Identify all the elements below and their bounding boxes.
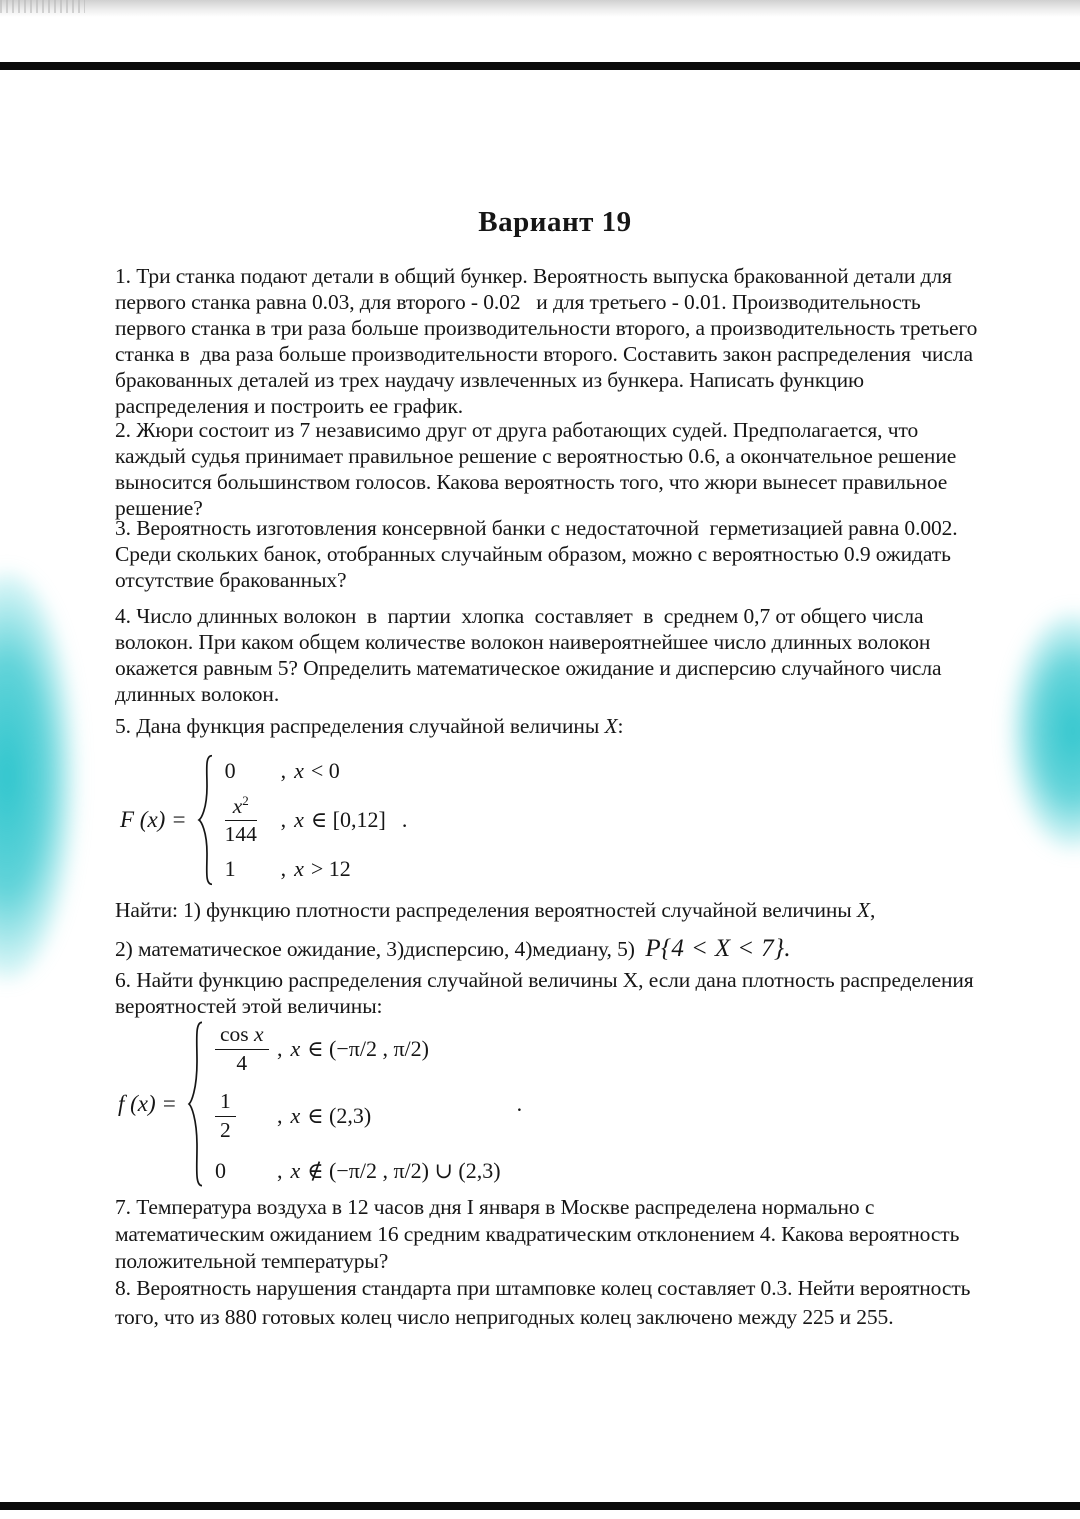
- probability-expression: P{4 < X < 7}.: [645, 935, 792, 962]
- condition-text: ∈ (−π/2 , π/2): [307, 1036, 429, 1061]
- case-row: [225, 789, 386, 851]
- exponent: 2: [242, 792, 249, 808]
- formula-lhs: F (x) =: [120, 807, 187, 832]
- formula-density-function: [118, 1018, 522, 1190]
- curly-brace-icon: [186, 1019, 206, 1189]
- case-condition: [277, 1158, 501, 1184]
- numerator: [225, 794, 257, 821]
- formula-distribution-function: [120, 752, 407, 888]
- text-line: отсутствие бракованных?: [115, 568, 347, 592]
- curly-brace-icon: [196, 753, 216, 887]
- fraction: [225, 794, 257, 847]
- text-line: 6. Найти функцию распределения случайной величины X, если дана плотность распределения: [115, 968, 974, 992]
- var-x: x: [294, 856, 304, 881]
- text-line: длинных волокон.: [115, 682, 280, 706]
- fraction: [215, 1023, 269, 1074]
- text-line: первого станка равна 0.03, для второго - 0.02 и для третьего - 0.01. Производительность: [115, 290, 921, 314]
- text-line: каждый судья принимает правильное решение с вероятностью 0.6, а окончательное решение: [115, 444, 957, 468]
- text-line: 3. Вероятность изготовления консервной банки с недостаточной герметизацией равна 0.002.: [115, 516, 958, 540]
- case-condition: [281, 807, 386, 833]
- case-value: 0: [224, 758, 236, 783]
- fraction: [215, 1090, 236, 1141]
- comma: ,: [276, 1036, 283, 1061]
- text-line: волокон. При каком общем количестве волокон наивероятнейшее число длинных волокон: [115, 630, 931, 654]
- problem-5-intro: [115, 713, 1020, 739]
- najti-text: 2) математическое ожидание, 3)дисперсию, 4)медиану, 5): [115, 937, 646, 961]
- comma: ,: [280, 807, 287, 832]
- denominator: 144: [224, 822, 257, 847]
- najti-comma: ,: [869, 898, 876, 922]
- text-line: 7. Температура воздуха в 12 часов дня I января в Москве распределена нормально с: [115, 1195, 875, 1219]
- problem-1-text: [115, 263, 1020, 419]
- var-x: x: [294, 807, 304, 832]
- text-line: математическим ожиданием 16 средним квадратическим отклонением 4. Какова вероятность: [115, 1222, 960, 1246]
- page-title: Вариант 19: [478, 206, 632, 238]
- case-value: [225, 794, 281, 847]
- denominator: 4: [236, 1050, 248, 1075]
- text-line: 4. Число длинных волокон в партии хлопка составляет в среднем 0,7 от общего числа: [115, 604, 924, 628]
- intro-text: 5. Дана функция распределения случайной величины: [115, 714, 605, 738]
- text-line: станка в два раза больше производительности второго. Составить закон распределения числа: [115, 342, 973, 366]
- text-line: [115, 897, 1020, 923]
- problem-2-text: [115, 417, 1020, 521]
- case-row: [215, 1154, 501, 1188]
- scan-top-shadow: [0, 0, 1080, 17]
- denominator: 2: [219, 1117, 231, 1142]
- case-condition: [281, 758, 340, 784]
- numerator: [215, 1023, 269, 1049]
- intro-colon: :: [617, 714, 624, 738]
- teal-glow-right: [1010, 612, 1080, 850]
- case-condition: [281, 856, 351, 882]
- case-row: [215, 1020, 501, 1078]
- problem-6-text: [115, 967, 1020, 1019]
- var-x: x: [294, 758, 304, 783]
- text-line: первого станка в три раза больше производительности второго, а производительность третьего: [115, 316, 978, 340]
- scan-stripe-artifact: [0, 0, 85, 13]
- najti-text: Найти: 1) функцию плотности распределения вероятностей случайной величины: [115, 898, 857, 922]
- formula-period: .: [516, 1091, 523, 1116]
- random-variable-x: X: [604, 714, 618, 738]
- var-x: x: [290, 1158, 301, 1183]
- text-line: 1. Три станка подают детали в общий бункер. Вероятность выпуска бракованной детали для: [115, 264, 952, 288]
- top-divider-bar: [0, 62, 1080, 70]
- condition-text: > 12: [310, 856, 351, 881]
- piecewise-cases: [225, 753, 386, 887]
- formula-period: .: [401, 807, 408, 832]
- comma: ,: [276, 1103, 283, 1128]
- teal-glow-left: [0, 572, 76, 980]
- condition-text: ∉ (−π/2 , π/2) ∪ (2,3): [307, 1158, 501, 1183]
- text-line: решение?: [115, 496, 203, 520]
- problem-7-text: [115, 1194, 1020, 1275]
- text-line: выносится большинством голосов. Какова вероятность того, что жюри вынесет правильное: [115, 470, 948, 494]
- text-line: Среди скольких банок, отобранных случайным образом, можно с вероятностью 0.9 ожидать: [115, 542, 951, 566]
- problem-3-text: [115, 515, 1020, 593]
- case-row: [215, 1087, 501, 1145]
- text-line: того, что из 880 готовых колец число непригодных колец заключено между 225 и 255.: [115, 1305, 894, 1329]
- text-line: положительной температуры?: [115, 1249, 389, 1273]
- case-row: [225, 851, 386, 887]
- case-condition: [277, 1103, 371, 1129]
- numerator: 1: [215, 1090, 236, 1116]
- var-x: x: [290, 1103, 301, 1128]
- text-line: [115, 713, 1020, 739]
- condition-text: < 0: [310, 758, 340, 783]
- problem-5-najti-line2: [115, 934, 1020, 964]
- text-line: бракованных деталей из трех наудачу извлеченных из бункера. Написать функцию: [115, 368, 864, 392]
- text-line: 2. Жюри состоит из 7 независимо друг от друга работающих судей. Предполагается, что: [115, 418, 919, 442]
- cos-function: cos: [219, 1022, 254, 1047]
- problem-5-najti-line1: [115, 897, 1020, 923]
- random-variable-x: X: [856, 898, 870, 922]
- problem-4-text: [115, 603, 1020, 707]
- bottom-divider-bar: [0, 1502, 1080, 1510]
- var-x: x: [253, 1022, 264, 1047]
- comma: ,: [280, 758, 287, 783]
- text-line: [115, 934, 1020, 964]
- problem-8-text: [115, 1274, 1020, 1332]
- case-row: [225, 753, 386, 789]
- text-line: окажется равным 5? Определить математическое ожидание и дисперсию случайного числа: [115, 656, 942, 680]
- text-line: 8. Вероятность нарушения стандарта при штамповке колец составляет 0.3. Нейти вероятность: [115, 1276, 971, 1300]
- text-line: распределения и построить ее график.: [115, 394, 464, 418]
- comma: ,: [276, 1158, 283, 1183]
- formula-lhs: f (x) =: [118, 1091, 177, 1116]
- case-value: 0: [214, 1158, 226, 1183]
- condition-text: ∈ (2,3): [307, 1103, 372, 1128]
- var-x: x: [232, 793, 243, 818]
- case-value: [215, 1023, 277, 1074]
- piecewise-cases: [215, 1020, 501, 1188]
- case-condition: [277, 1036, 429, 1062]
- case-value: 1: [224, 856, 236, 881]
- comma: ,: [280, 856, 287, 881]
- case-value: [215, 1090, 277, 1141]
- condition-text: ∈ [0,12]: [310, 807, 386, 832]
- text-line: вероятностей этой величины:: [115, 994, 383, 1018]
- var-x: x: [290, 1036, 301, 1061]
